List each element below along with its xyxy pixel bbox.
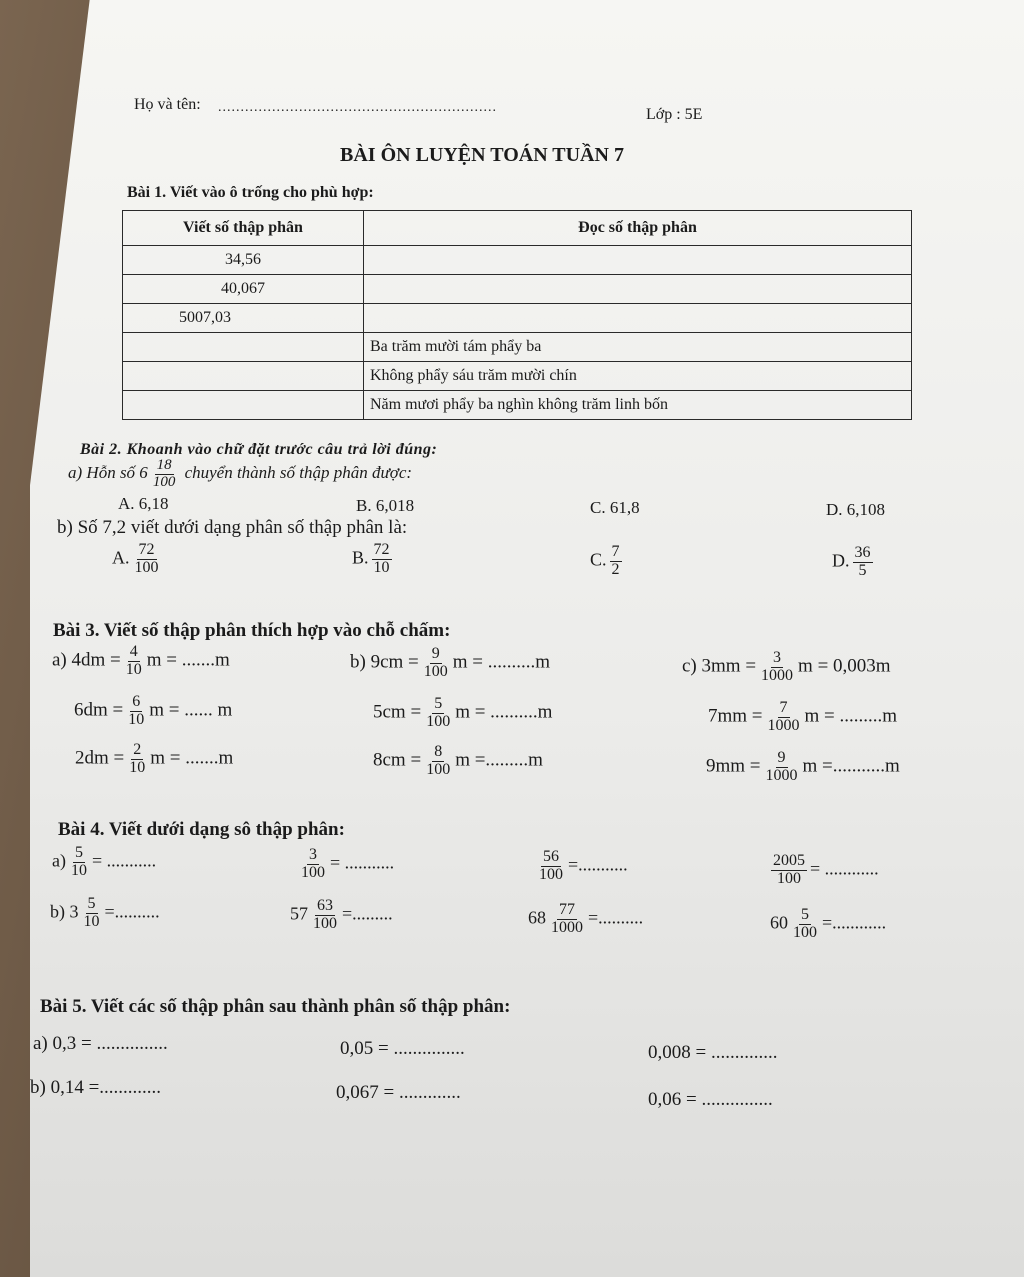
bai4-item	[528, 902, 643, 937]
item-answer: m = 0,003m	[798, 655, 891, 677]
fraction	[549, 902, 585, 937]
bai3-item	[350, 646, 550, 681]
item-answer-blank[interactable]: =.........	[342, 903, 393, 924]
item-answer-blank[interactable]: =............	[822, 912, 887, 933]
fraction-numerator: 56	[543, 848, 559, 865]
item-prefix: a) 4dm =	[52, 649, 121, 671]
fraction-numerator: 6	[132, 693, 141, 710]
fraction-numerator: 3	[309, 846, 317, 863]
fraction	[311, 898, 339, 933]
bai5-item[interactable]: a) 0,3 = ...............	[33, 1033, 168, 1054]
fraction-denominator: 2	[611, 560, 620, 578]
fraction	[610, 544, 622, 579]
mixed-whole: 57	[290, 903, 308, 924]
item-answer-blank[interactable]: m = ..........m	[452, 651, 551, 673]
option-a[interactable]: A. 6,18	[118, 494, 169, 513]
bai4-item	[770, 907, 886, 942]
fraction-denominator: 1000	[551, 918, 583, 936]
fraction-denominator: 10	[128, 710, 145, 728]
fraction-denominator: 1000	[765, 766, 798, 784]
item-answer-blank[interactable]: = ...........	[330, 852, 395, 873]
fraction	[299, 847, 327, 882]
option-a[interactable]	[112, 542, 164, 577]
fraction-numerator: 9	[431, 645, 440, 662]
fraction-numerator: 2005	[773, 852, 805, 869]
bai5-item[interactable]: b) 0,14 =.............	[30, 1077, 162, 1098]
mixed-whole: 60	[770, 912, 788, 933]
bai3-item	[75, 742, 233, 777]
bai3-item	[682, 650, 891, 685]
cell-number	[123, 362, 364, 391]
fraction-denominator: 100	[539, 865, 563, 883]
item-answer-blank[interactable]: =..........	[104, 901, 160, 922]
bai3-heading: Bài 3. Viết số thập phân thích hợp vào chỗ chấm:	[53, 620, 451, 641]
option-label: B.	[352, 547, 369, 568]
fraction	[127, 742, 147, 777]
fraction-denominator: 100	[426, 760, 451, 778]
fraction	[764, 750, 800, 785]
fraction-denominator: 100	[134, 558, 159, 576]
fraction	[791, 907, 819, 942]
bai3-item	[708, 700, 897, 735]
item-prefix: 5cm =	[373, 701, 422, 723]
mixed-fraction	[151, 458, 178, 491]
fraction-numerator: 72	[138, 541, 155, 558]
item-prefix: 6dm =	[74, 699, 124, 721]
item-prefix: 9mm =	[706, 755, 761, 777]
fraction-numerator: 3	[773, 649, 782, 666]
fraction-numerator: 5	[74, 844, 83, 861]
fraction-numerator: 72	[373, 541, 390, 558]
fraction	[537, 849, 565, 884]
bai3-item	[74, 694, 232, 729]
item-answer-blank[interactable]: m =.........m	[455, 749, 543, 771]
table-header-row	[123, 211, 912, 246]
option-label: A.	[112, 547, 130, 568]
item-answer-blank[interactable]: m = ..........m	[455, 701, 553, 723]
fraction	[126, 694, 146, 729]
table-row	[123, 275, 912, 304]
row-label: a)	[52, 850, 66, 871]
item-answer-blank[interactable]: m = .........m	[804, 705, 898, 727]
bai5-item[interactable]: 0,067 = .............	[336, 1082, 461, 1103]
fraction-numerator: 63	[317, 897, 333, 914]
fraction-numerator: 18	[156, 457, 172, 473]
bai5-item[interactable]: 0,008 = ..............	[648, 1042, 778, 1063]
cell-reading	[364, 304, 912, 333]
fraction-denominator: 10	[125, 660, 142, 678]
row-label: b)	[50, 901, 65, 922]
fraction-numerator: 7	[779, 699, 788, 716]
item-answer-blank[interactable]: m =...........m	[802, 755, 900, 777]
item-answer-blank[interactable]: =...........	[568, 854, 628, 875]
fraction-denominator: 100	[152, 473, 176, 490]
table-row	[123, 391, 912, 420]
cell-number: 40,067	[123, 275, 364, 304]
bai2-heading: Bài 2. Khoanh vào chữ đặt trước câu trả lời đúng:	[80, 441, 438, 458]
fraction-numerator: 36	[854, 544, 871, 561]
bai3-item	[706, 750, 900, 785]
fraction	[759, 650, 795, 685]
bai3-item	[373, 744, 543, 779]
bai5-heading: Bài 5. Viết các số thập phân sau thành phân số thập phân:	[40, 996, 511, 1017]
fraction-denominator: 10	[83, 912, 100, 930]
fraction	[771, 853, 807, 888]
name-label: Họ và tên:	[134, 96, 201, 113]
item-prefix: b) 9cm =	[350, 651, 419, 673]
cell-reading: Năm mươi phẩy ba nghìn không trăm linh bốn	[364, 391, 912, 420]
bai4-item	[52, 845, 156, 880]
fraction	[766, 700, 802, 735]
fraction-numerator: 2	[133, 741, 142, 758]
fraction	[853, 545, 873, 580]
fraction	[82, 896, 102, 931]
item-answer-blank[interactable]: m = ...... m	[149, 699, 233, 721]
fraction-numerator: 4	[129, 643, 138, 660]
fraction	[133, 542, 161, 577]
bai4-item	[50, 896, 160, 931]
fraction-denominator: 10	[129, 758, 146, 776]
bai5-item[interactable]: 0,06 = ...............	[648, 1089, 773, 1110]
fraction-denominator: 5	[858, 561, 867, 579]
option-b[interactable]	[352, 542, 395, 577]
bai3-item	[52, 644, 230, 679]
item-answer-blank[interactable]: = ...........	[91, 850, 157, 871]
fraction-numerator: 8	[434, 743, 443, 760]
option-label: D.	[832, 550, 850, 571]
cell-reading	[364, 275, 912, 304]
item-answer-blank[interactable]: m = .......m	[150, 747, 234, 769]
item-answer-blank[interactable]: = ............	[810, 858, 879, 879]
cell-number	[123, 333, 364, 362]
option-label: C.	[590, 549, 607, 570]
table-row	[123, 246, 912, 275]
item-answer-blank[interactable]: =..........	[588, 907, 644, 928]
cell-reading: Ba trăm mười tám phẩy ba	[364, 333, 912, 362]
fraction-denominator: 100	[777, 869, 801, 887]
bai3-item	[373, 696, 552, 731]
item-prefix: 8cm =	[373, 749, 422, 771]
fraction-denominator: 100	[301, 863, 325, 881]
fraction	[69, 845, 89, 880]
bai4-heading: Bài 4. Viết dưới dạng sô thập phân:	[58, 819, 345, 840]
fraction-denominator: 1000	[761, 666, 794, 684]
fraction-denominator: 10	[373, 558, 390, 576]
bai2a-suffix: chuyển thành số thập phân được:	[184, 463, 413, 483]
class-label: Lớp : 5E	[646, 106, 703, 123]
option-c[interactable]	[590, 544, 625, 579]
table-row	[123, 333, 912, 362]
col-header-write: Viết số thập phân	[123, 211, 364, 246]
fraction-denominator: 100	[423, 662, 448, 680]
table-row	[123, 362, 912, 391]
fraction-numerator: 9	[777, 749, 786, 766]
item-prefix: c) 3mm =	[682, 655, 757, 677]
item-prefix: 7mm =	[708, 705, 763, 727]
option-d[interactable]	[832, 545, 876, 580]
bai4-item	[768, 853, 879, 888]
fraction	[424, 744, 452, 779]
cell-reading: Không phẩy sáu trăm mười chín	[364, 362, 912, 391]
fraction-denominator: 100	[426, 712, 451, 730]
cell-number: 34,56	[123, 246, 364, 275]
cell-reading	[364, 246, 912, 275]
fraction	[124, 644, 144, 679]
fraction	[372, 542, 392, 577]
fraction-numerator: 7	[611, 543, 620, 560]
fraction-denominator: 100	[313, 914, 337, 932]
bai4-item	[534, 849, 628, 884]
item-prefix: 2dm =	[75, 747, 125, 769]
table-row	[123, 304, 912, 333]
fraction-numerator: 5	[434, 695, 443, 712]
bai4-item	[296, 847, 394, 882]
fraction-denominator: 1000	[767, 716, 800, 734]
fraction-numerator: 77	[559, 901, 575, 918]
bai2a-question	[68, 458, 412, 491]
page-title: BÀI ÔN LUYỆN TOÁN TUẦN 7	[340, 144, 624, 166]
bai2b-question: b) Số 7,2 viết dưới dạng phân số thập phân là:	[57, 517, 408, 538]
fraction-denominator: 100	[793, 923, 817, 941]
option-b[interactable]: B. 6,018	[356, 496, 415, 515]
bai4-item	[290, 898, 393, 933]
fraction	[422, 646, 450, 681]
bai5-item[interactable]: 0,05 = ...............	[340, 1038, 465, 1059]
fraction	[424, 696, 452, 731]
fraction-numerator: 5	[801, 906, 809, 923]
bai1-table	[122, 210, 912, 420]
mixed-whole: 68	[528, 907, 546, 928]
cell-number: 5007,03	[123, 304, 364, 333]
fraction-numerator: 5	[87, 895, 96, 912]
item-answer-blank[interactable]: m = .......m	[146, 649, 230, 671]
bai1-heading: Bài 1. Viết vào ô trống cho phù hợp:	[127, 184, 374, 201]
option-d[interactable]: D. 6,108	[826, 500, 886, 519]
col-header-read: Đọc số thập phân	[364, 211, 912, 246]
fraction-denominator: 10	[70, 861, 87, 879]
option-c[interactable]: C. 61,8	[590, 498, 640, 517]
cell-number	[123, 391, 364, 420]
bai2a-prefix: a) Hỗn số 6	[68, 463, 148, 483]
name-blank: ..............................................................	[218, 100, 497, 115]
mixed-whole: 3	[69, 901, 79, 922]
